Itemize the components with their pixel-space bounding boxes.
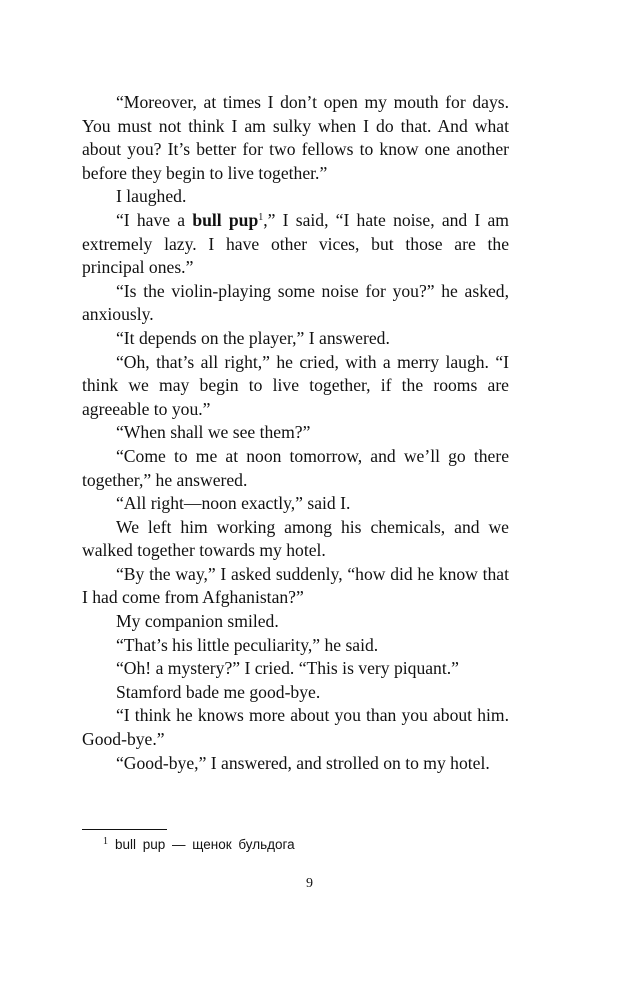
bull-pup-term: bull pup (192, 209, 259, 230)
footnote-mark: 1 (103, 836, 108, 847)
footnote-divider (82, 829, 167, 830)
paragraph-3-end: ,” I said, “I hate noise, and I am extremely lazy. I have other vices, but those are the principal ones.” (82, 209, 509, 278)
paragraph-16: “I think he knows more about you than you about him. Good-bye.” (82, 705, 509, 750)
paragraph-6: “Oh, that’s all right,” he cried, with a merry laugh. “I think we may begin to live together, if the rooms are agreeable to you.” (82, 351, 509, 419)
paragraph-4: “Is the violin-playing some noise for you?” he asked, anxiously. (82, 280, 509, 325)
paragraph-10: We left him working among his chemicals, and we walked together towards my hotel. (82, 516, 509, 561)
paragraph-15: Stamford bade me good-bye. (116, 681, 321, 702)
paragraph-8: “Come to me at noon tomorrow, and we’ll go there together,” he answered. (82, 445, 509, 490)
paragraph-11: “By the way,” I asked suddenly, “how did he know that I had come from Afghanistan?” (82, 563, 509, 608)
paragraph-9: “All right—noon exactly,” said I. (116, 493, 351, 514)
paragraph-2: I laughed. (116, 186, 187, 207)
paragraph-7: “When shall we see them?” (116, 422, 311, 443)
paragraph-5: “It depends on the player,” I answered. (116, 327, 390, 348)
footnote-reference: 1 (258, 211, 264, 223)
paragraph-1: “Moreover, at times I don’t open my mouth for days. You must not think I am sulky when I do that. And what about you? It’s better for two fellows to know one another before they begin to live together.” (82, 92, 509, 183)
body-text (82, 91, 509, 775)
paragraph-3-start: “I have a (116, 209, 193, 230)
footnote-text: bull pup — щенок бульдога (115, 837, 295, 852)
paragraph-13: “That’s his little peculiarity,” he said. (116, 634, 379, 655)
paragraph-12: My companion smiled. (116, 611, 279, 632)
paragraph-3 (82, 209, 509, 280)
paragraph-17: “Good-bye,” I answered, and strolled on to my hotel. (116, 752, 490, 773)
page-number: 9 (306, 876, 313, 891)
paragraph-14: “Oh! a mystery?” I cried. “This is very piquant.” (116, 658, 459, 679)
footnote (103, 836, 295, 854)
